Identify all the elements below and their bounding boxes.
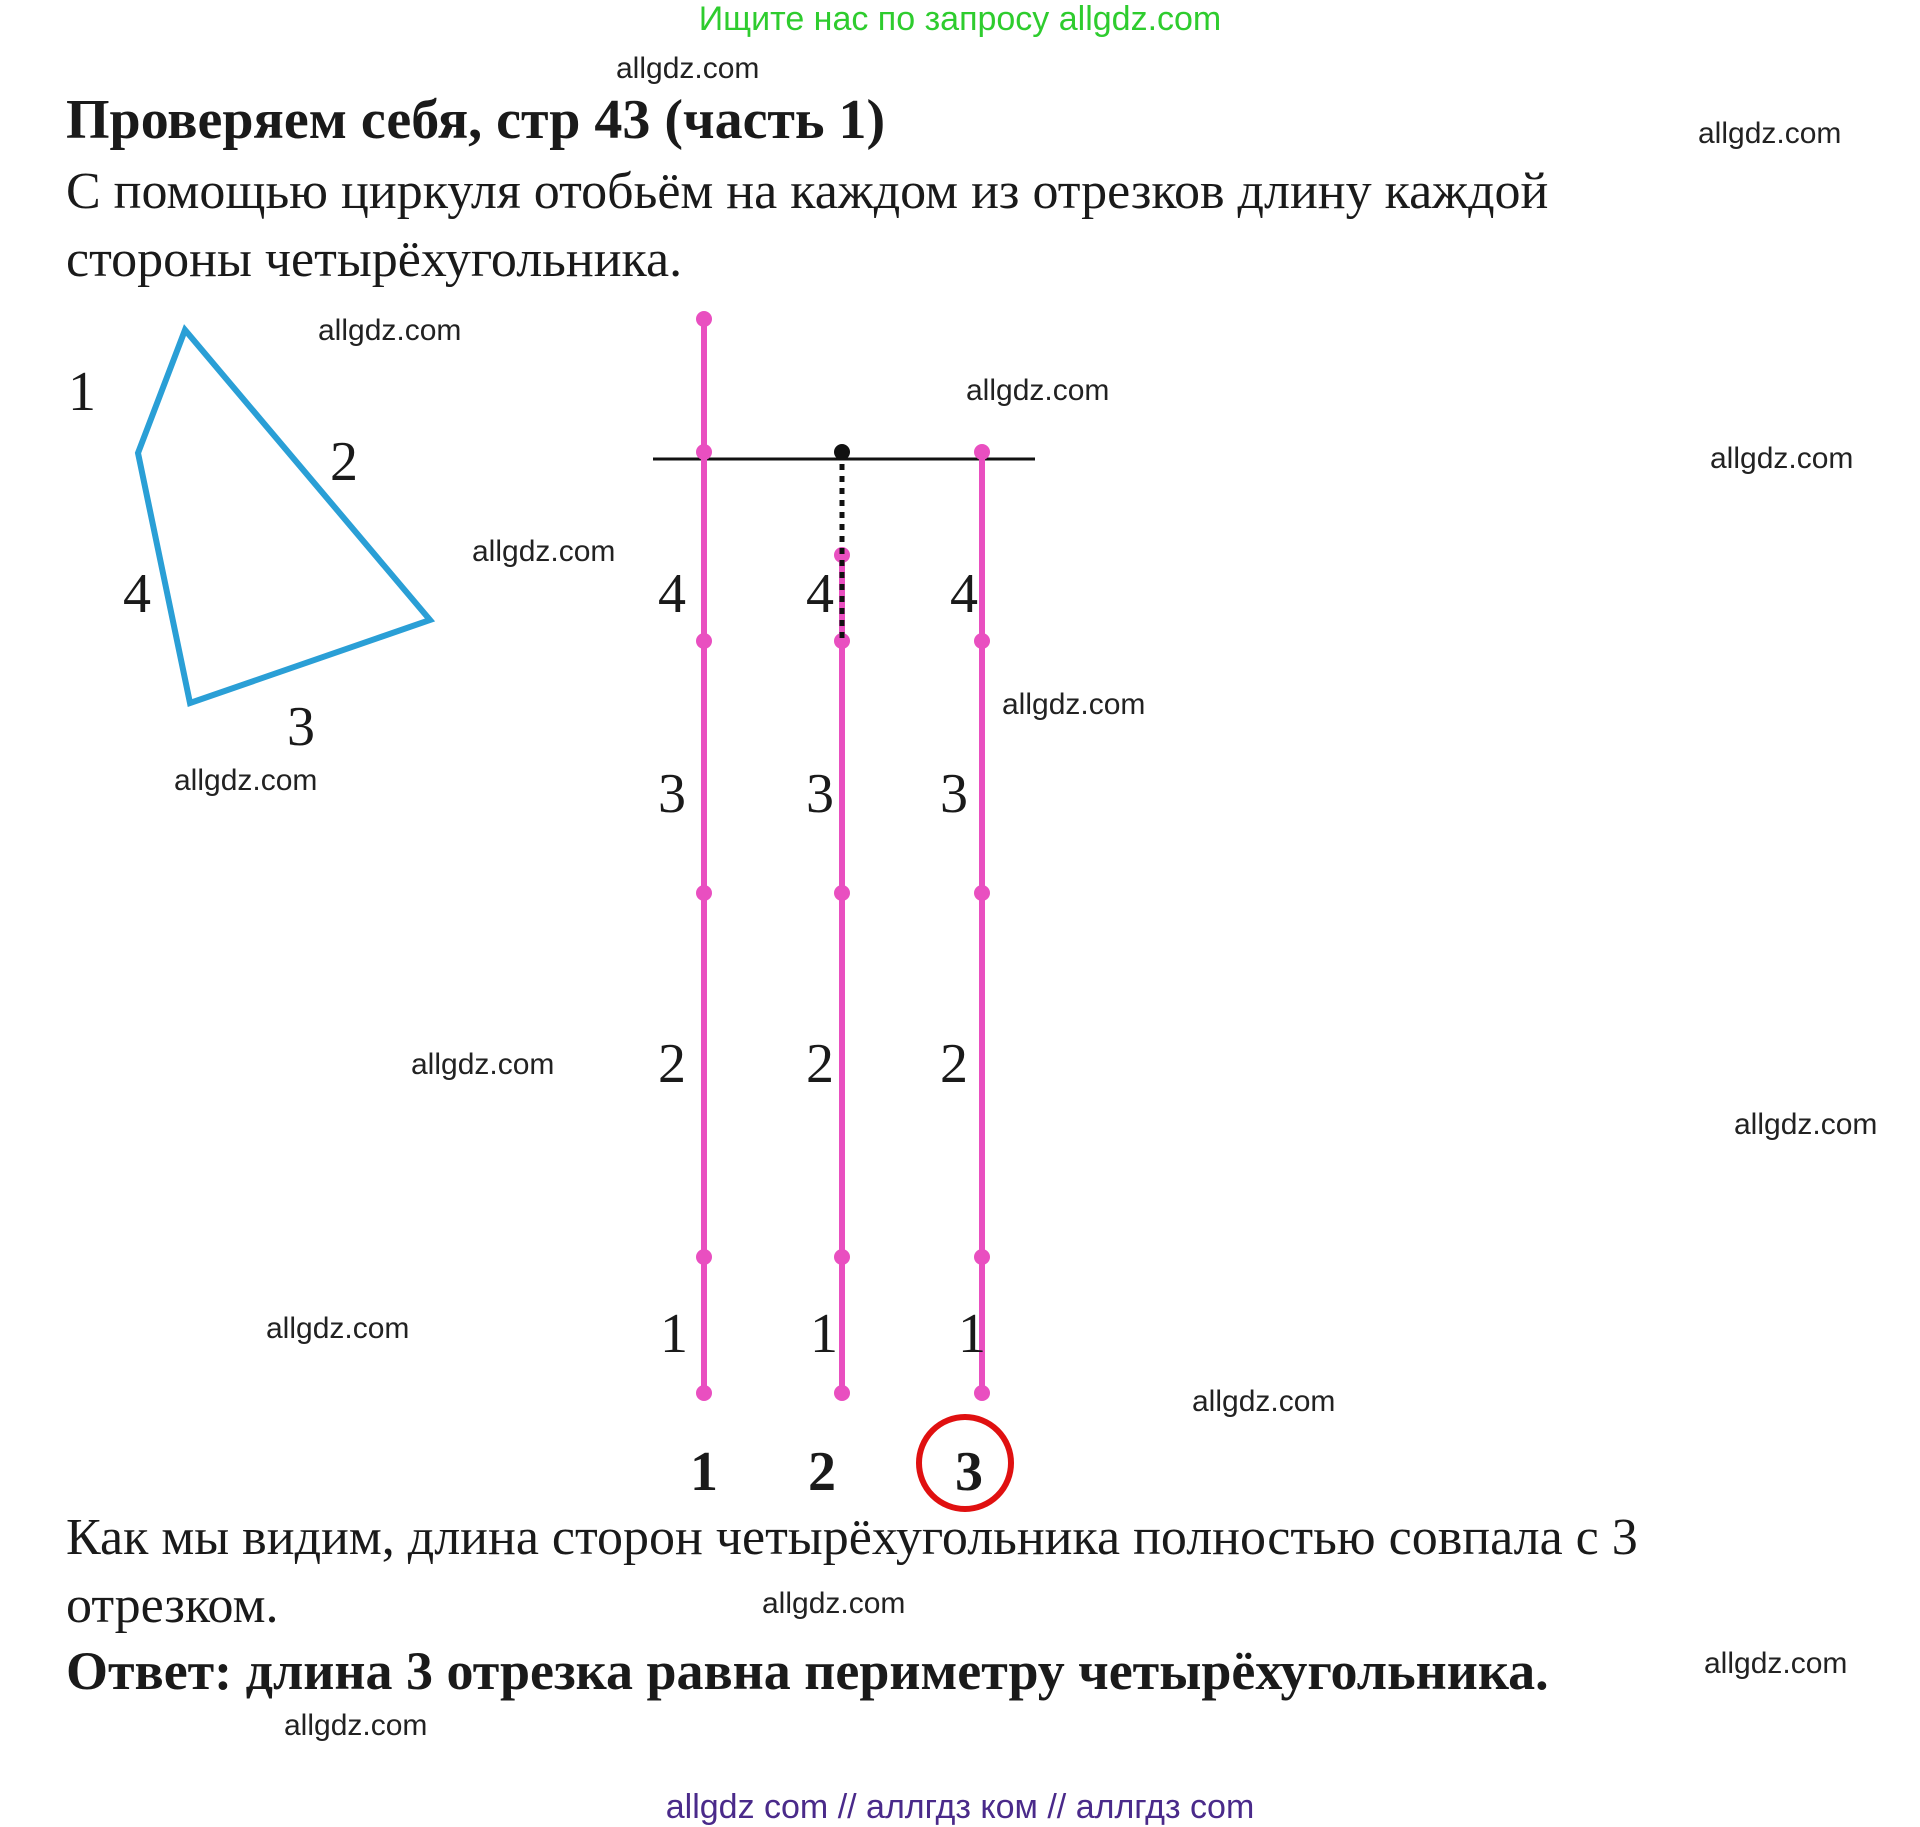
watermark[interactable]: allgdz.com <box>1710 442 1854 475</box>
answer-text: Ответ: длина 3 отрезка равна периметру четырёхугольника. <box>66 1641 1549 1701</box>
watermark[interactable]: allgdz.com <box>472 535 616 568</box>
segment-1 <box>696 311 712 1401</box>
seg3-label-1: 1 <box>958 1303 986 1365</box>
quad-label-4: 4 <box>123 563 151 625</box>
seg1-label-1: 1 <box>660 1303 688 1365</box>
segment-3-point <box>974 1385 990 1401</box>
quad-label-3: 3 <box>287 696 315 758</box>
segment-2-point <box>834 1385 850 1401</box>
seg3-label-2: 2 <box>940 1033 968 1095</box>
footer-links[interactable]: allgdz com // аллгдз ком // аллгдз com <box>665 1788 1255 1826</box>
watermark[interactable]: allgdz.com <box>616 52 760 85</box>
watermark[interactable]: allgdz.com <box>318 314 462 347</box>
seg1-label-3: 3 <box>658 763 686 825</box>
seg2-label-2: 2 <box>806 1033 834 1095</box>
segment-3-point <box>974 1249 990 1265</box>
segment-3-point <box>974 444 990 460</box>
segment-2-point <box>834 1249 850 1265</box>
intro-line-1: С помощью циркуля отобьём на каждом из отрезков длину каждой <box>66 163 1549 220</box>
column-label-1: 1 <box>690 1441 718 1503</box>
intro-line-2: стороны четырёхугольника. <box>66 231 683 288</box>
watermark[interactable]: allgdz.com <box>1698 117 1842 150</box>
seg2-label-4: 4 <box>806 563 834 625</box>
segment-1-point <box>696 1249 712 1265</box>
column-label-3: 3 <box>955 1441 983 1503</box>
conclusion-line-1: Как мы видим, длина сторон четырёхугольника полностью совпала с 3 <box>66 1509 1638 1566</box>
segment-1-point <box>696 444 712 460</box>
seg1-label-2: 2 <box>658 1033 686 1095</box>
segment-1-point <box>696 885 712 901</box>
quadrilateral <box>138 330 430 703</box>
watermark[interactable]: allgdz.com <box>1192 1385 1336 1418</box>
segment-1-point <box>696 311 712 327</box>
segment-1-point <box>696 1385 712 1401</box>
watermark[interactable]: allgdz.com <box>1734 1108 1878 1141</box>
watermark[interactable]: allgdz.com <box>266 1312 410 1345</box>
segment-3-point <box>974 633 990 649</box>
seg2-label-3: 3 <box>806 763 834 825</box>
watermark[interactable]: allgdz.com <box>411 1048 555 1081</box>
top-banner[interactable]: Ищите нас по запросу allgdz.com <box>698 0 1222 38</box>
seg3-label-3: 3 <box>940 763 968 825</box>
seg3-label-4: 4 <box>950 563 978 625</box>
segment-1-point <box>696 633 712 649</box>
watermark[interactable]: allgdz.com <box>174 764 318 797</box>
conclusion-line-2: отрезком. <box>66 1577 279 1634</box>
quad-label-1: 1 <box>68 361 96 423</box>
seg1-label-4: 4 <box>658 563 686 625</box>
page-title: Проверяем себя, стр 43 (часть 1) <box>66 89 886 151</box>
watermark[interactable]: allgdz.com <box>284 1709 428 1742</box>
column-label-2: 2 <box>808 1441 836 1503</box>
segment-2 <box>834 444 850 1401</box>
segment-2-point <box>834 885 850 901</box>
seg2-label-1: 1 <box>810 1303 838 1365</box>
watermark[interactable]: allgdz.com <box>966 374 1110 407</box>
watermark[interactable]: allgdz.com <box>1002 688 1146 721</box>
watermark[interactable]: allgdz.com <box>762 1587 906 1620</box>
watermark[interactable]: allgdz.com <box>1704 1647 1848 1680</box>
segment-3-point <box>974 885 990 901</box>
quad-label-2: 2 <box>330 431 358 493</box>
